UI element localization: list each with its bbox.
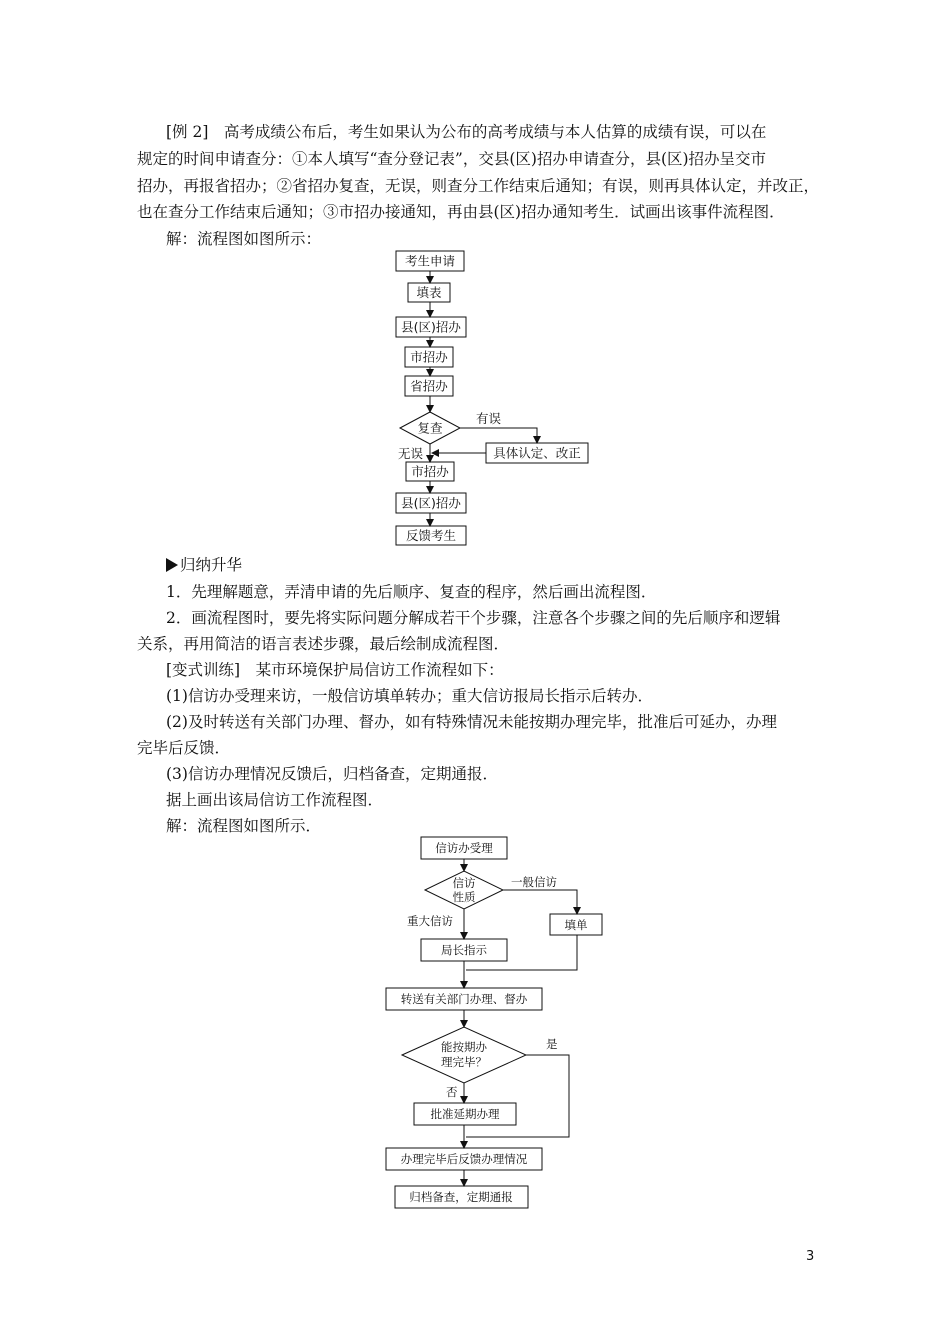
exercise-intro: [变式训练] 某市环境保护局信访工作流程如下： <box>166 661 504 679</box>
exercise-ask: 据上画出该局信访工作流程图． <box>166 791 384 809</box>
fc1-label-apply: 考生申请 <box>404 253 456 269</box>
fc1-edge-error-label: 有误 <box>476 411 502 426</box>
fc2-label-feedback: 办理完毕后反馈办理情况 <box>400 1152 528 1166</box>
fc2-label-check-2: 理完毕？ <box>441 1055 487 1069</box>
fc2-label-transfer: 转送有关部门办理、督办 <box>400 992 528 1006</box>
fc1-label-review: 复查 <box>417 420 443 436</box>
fc1-edge-ok-label: 无误 <box>398 446 424 461</box>
exercise-step-3: (3)信访办理情况反馈后，归档备查，定期通报． <box>166 765 498 783</box>
fc2-label-director: 局长指示 <box>441 943 487 957</box>
summary-item-2-line-2: 关系，再用简洁的语言表述步骤，最后绘制成流程图． <box>137 635 510 653</box>
example-line-4: 也在查分工作结束后通知；③市招办接通知，再由县(区)招办通知考生．试画出该事件流程图． <box>137 203 785 221</box>
fc2-label-fill-form: 填单 <box>564 918 588 932</box>
fc2-label-archive: 归档备查，定期通报 <box>409 1190 513 1204</box>
fc2-label-check-1: 能按期办 <box>441 1040 487 1054</box>
fc1-label-correct: 具体认定、改正 <box>493 445 581 461</box>
example-line-2: 规定的时间申请查分：①本人填写“查分登记表”，交县(区)招办申请查分，县(区)招办呈交市 <box>137 150 767 168</box>
exercise-step-1: (1)信访办受理来访，一般信访填单转办；重大信访报局长指示后转办． <box>166 687 653 705</box>
example-line-3: 招办，再报省招办；②省招办复查，无误，则查分工作结束后通知；有误，则再具体认定，并改正， <box>137 177 820 195</box>
fc2-edge-no-label: 否 <box>446 1085 458 1099</box>
page-number: 3 <box>806 1249 815 1264</box>
fc1-label-county-2: 县(区)招办 <box>401 495 461 511</box>
example-solution: 解：流程图如图所示： <box>166 230 322 248</box>
fc2-edge-major-label: 重大信访 <box>407 914 453 928</box>
triangle-bullet-icon <box>166 558 178 572</box>
flowchart-1 <box>380 245 620 550</box>
fc2-edge-general-label: 一般信访 <box>511 875 557 889</box>
summary-title: 归纳升华 <box>180 556 243 574</box>
example-line-1: [例 2] 高考成绩公布后，考生如果认为公布的高考成绩与本人估算的成绩有误，可以在 <box>166 123 767 141</box>
fc2-label-extend: 批准延期办理 <box>430 1107 500 1121</box>
fc1-label-feedback: 反馈考生 <box>405 528 457 543</box>
fc1-label-fill: 填表 <box>416 285 442 300</box>
summary-heading <box>166 554 846 576</box>
fc1-label-city-1: 市招办 <box>410 349 448 365</box>
fc1-label-county-1: 县(区)招办 <box>401 319 461 335</box>
fc1-label-city-2: 市招办 <box>411 464 449 479</box>
fc2-label-nature-2: 性质 <box>452 890 476 904</box>
flowchart-2 <box>380 825 620 1215</box>
summary-item-2-line-1: 2．画流程图时，要先将实际问题分解成若干个步骤，注意各个步骤之间的先后顺序和逻辑 <box>166 609 781 627</box>
fc1-label-province: 省招办 <box>410 378 448 394</box>
fc2-label-nature-1: 信访 <box>452 876 476 890</box>
fc2-label-start: 信访办受理 <box>435 841 493 855</box>
exercise-step-2-line-2: 完毕后反馈． <box>137 739 231 757</box>
summary-item-1: 1．先理解题意，弄清申请的先后顺序、复查的程序，然后画出流程图． <box>166 583 657 601</box>
fc2-edge-yes-label: 是 <box>546 1037 558 1051</box>
exercise-step-2-line-1: (2)及时转送有关部门办理、督办，如有特殊情况未能按期办理完毕，批准后可延办，办理 <box>166 713 777 731</box>
exercise-solution: 解：流程图如图所示． <box>166 817 322 835</box>
